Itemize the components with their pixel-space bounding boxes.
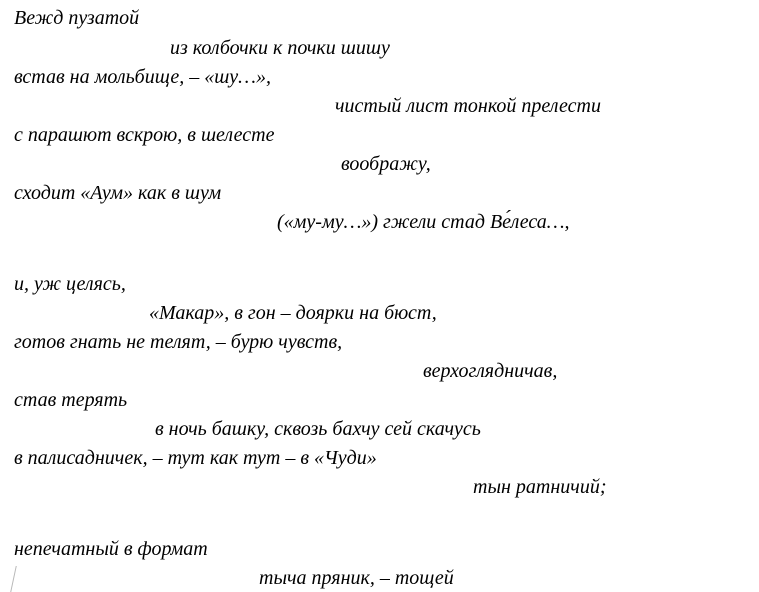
poem-line: из колбочки к почки шишу (170, 37, 390, 59)
poem-line: тын ратничий; (473, 476, 607, 498)
poem-line: тыча пряник, – тощей (259, 567, 454, 589)
text-cursor-mark (10, 566, 17, 592)
poem-line: верхоглядничав, (423, 360, 558, 382)
poem-line: встав на мольбище, – «шу…», (14, 66, 271, 88)
poem-line: воображу, (341, 153, 431, 175)
poem-line: став терять (14, 389, 128, 411)
poem-line: и, уж целясь, (14, 273, 126, 295)
poem-line: в палисадничек, – тут как тут – в «Чуди» (14, 447, 377, 469)
poem-line: сходит «Аум» как в шум (14, 182, 222, 204)
poem-line: чистый лист тонкой прелести (335, 95, 601, 117)
poem-line: Вежд пузатой (14, 7, 140, 29)
poem-line: («му-му…») гжели стад Ве́леса…, (277, 211, 570, 233)
poem-line: в ночь башку, сквозь бахчу сей скачусь (155, 418, 481, 440)
poem-line: готов гнать не телят, – бурю чувств, (14, 331, 343, 353)
poem-line: «Макар», в гон – доярки на бюст, (149, 302, 437, 324)
poem-line: непечатный в формат (14, 538, 208, 560)
poem-line: с парашют вскрою, в шелесте (14, 124, 275, 146)
